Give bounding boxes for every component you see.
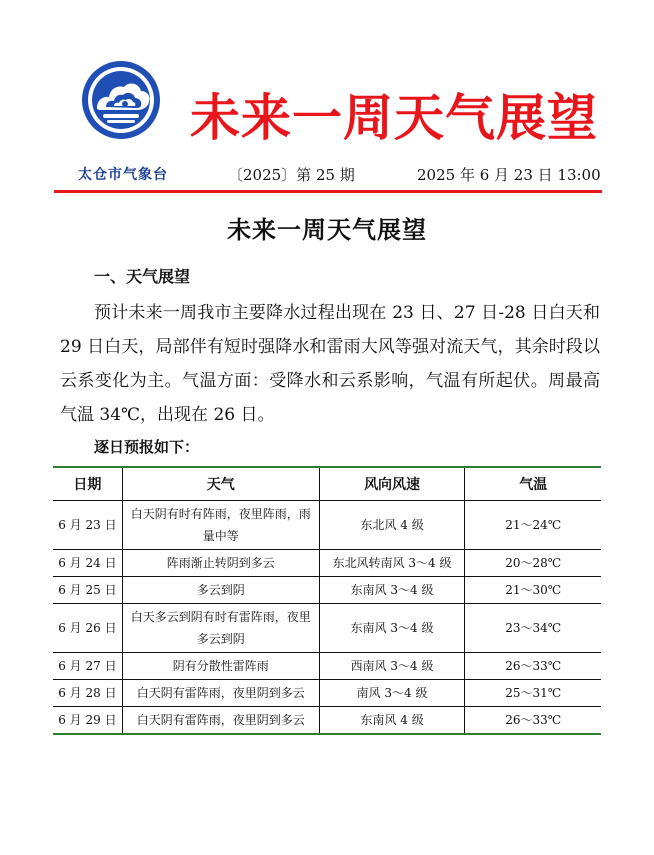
cell-date: 6 月 27 日 bbox=[53, 653, 122, 680]
table-header-row bbox=[53, 467, 601, 501]
daily-forecast-label: 逐日预报如下： bbox=[94, 438, 200, 456]
cell-date: 6 月 25 日 bbox=[53, 577, 122, 604]
table-row bbox=[53, 604, 601, 653]
cell-weather: 白天阴有雷阵雨，夜里阴到多云 bbox=[122, 680, 319, 707]
cell-temperature: 26～33℃ bbox=[465, 707, 601, 735]
cell-date: 6 月 26 日 bbox=[53, 604, 122, 653]
cell-date: 6 月 29 日 bbox=[53, 707, 122, 735]
cell-wind: 东北风转南风 3～4 级 bbox=[319, 550, 465, 577]
forecast-table bbox=[53, 466, 601, 735]
table-row bbox=[53, 680, 601, 707]
document-title: 未来一周天气展望 bbox=[227, 215, 427, 244]
outlook-paragraph: 预计未来一周我市主要降水过程出现在 23 日、27 日-28 日白天和 29 日白天，局部伴有短时强降水和雷雨大风等强对流天气，其余时段以云系变化为主。气温方面：受降水和云系影响，气温有所起伏。周最高气温 34℃，出现在 26 日。 bbox=[60, 303, 600, 425]
header-divider bbox=[54, 190, 602, 193]
cell-temperature: 25～31℃ bbox=[465, 680, 601, 707]
cell-weather: 白天多云到阴有时有雷阵雨，夜里多云到阴 bbox=[122, 604, 319, 653]
table-row bbox=[53, 577, 601, 604]
cell-weather: 白天阴有时有阵雨，夜里阵雨，雨量中等 bbox=[122, 501, 319, 550]
cell-date: 6 月 28 日 bbox=[53, 680, 122, 707]
cell-weather: 阵雨渐止转阴到多云 bbox=[122, 550, 319, 577]
table-row bbox=[53, 550, 601, 577]
issue-datetime: 2025 年 6 月 23 日 13:00 bbox=[417, 166, 601, 184]
table-row bbox=[53, 653, 601, 680]
table-row bbox=[53, 707, 601, 735]
meteorological-logo-icon bbox=[81, 60, 161, 140]
cell-temperature: 20～28℃ bbox=[465, 550, 601, 577]
cell-weather: 多云到阴 bbox=[122, 577, 319, 604]
cell-wind: 东南风 4 级 bbox=[319, 707, 465, 735]
cell-date: 6 月 23 日 bbox=[53, 501, 122, 550]
cell-temperature: 21～30℃ bbox=[465, 577, 601, 604]
cell-weather: 阴有分散性雷阵雨 bbox=[122, 653, 319, 680]
cell-date: 6 月 24 日 bbox=[53, 550, 122, 577]
cell-wind: 南风 3～4 级 bbox=[319, 680, 465, 707]
cell-weather: 白天阴有雷阵雨，夜里阴到多云 bbox=[122, 707, 319, 735]
table-row bbox=[53, 501, 601, 550]
header-weather: 天气 bbox=[122, 467, 319, 501]
cell-temperature: 26～33℃ bbox=[465, 653, 601, 680]
cell-wind: 东南风 3～4 级 bbox=[319, 577, 465, 604]
header-date: 日期 bbox=[53, 467, 122, 501]
cell-wind: 西南风 3～4 级 bbox=[319, 653, 465, 680]
header-temperature: 气温 bbox=[465, 467, 601, 501]
header-wind: 风向风速 bbox=[319, 467, 465, 501]
cell-wind: 东南风 3～4 级 bbox=[319, 604, 465, 653]
issuing-organization: 太仓市气象台 bbox=[78, 167, 168, 183]
cell-wind: 东北风 4 级 bbox=[319, 501, 465, 550]
issue-number: 〔2025〕第 25 期 bbox=[228, 166, 355, 184]
cell-temperature: 21～24℃ bbox=[465, 501, 601, 550]
cell-temperature: 23～34℃ bbox=[465, 604, 601, 653]
masthead-title: 未来一周天气展望 bbox=[190, 89, 598, 147]
section-heading: 一、天气展望 bbox=[94, 267, 191, 286]
document-header bbox=[0, 0, 654, 200]
